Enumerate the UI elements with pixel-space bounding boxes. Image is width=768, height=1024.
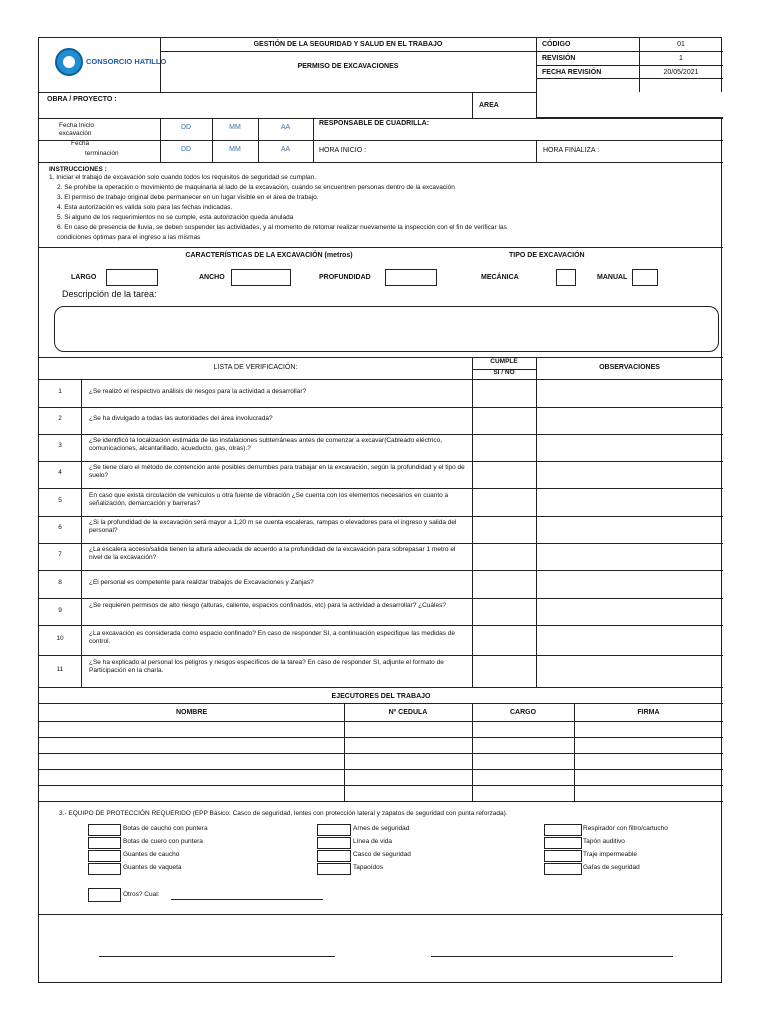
firma-header: FIRMA xyxy=(637,709,660,716)
ppe-item: Respirador con filtro/cartucho xyxy=(583,825,668,832)
checklist-question: ¿El personal es competente para realizar trabajos de Excavaciones y Zanjas? xyxy=(89,579,314,586)
ppe-checkbox[interactable] xyxy=(88,863,121,875)
codigo-value: 01 xyxy=(677,41,685,48)
responsable-label: RESPONSABLE DE CUADRILLA: xyxy=(319,120,430,127)
otros-label: Otros? Cual: xyxy=(123,891,160,898)
checklist-question: ¿Se tiene claro el método de contención ante posibles derrumbes para trabajar en la excavación, según la profundidad y el tipo de suelo? xyxy=(89,464,465,480)
checklist-question: ¿Se realizó el respectivo análisis de riesgos para la actividad a desarrollar? xyxy=(89,388,307,395)
fecha-inicio-aa[interactable]: AA xyxy=(280,124,291,131)
ppe-item: Guantes de caucho xyxy=(123,851,180,858)
checklist-num: 6 xyxy=(58,524,62,531)
ppe-item: Línea de vida xyxy=(353,838,393,845)
ppe-checkbox[interactable] xyxy=(544,837,582,849)
ppe-checkbox[interactable] xyxy=(317,824,351,836)
signature-line-right[interactable] xyxy=(431,956,673,957)
revision-label: REVISIÓN xyxy=(542,55,576,62)
mecanica-label: MECÁNICA xyxy=(481,274,519,281)
fecha-term-mm[interactable]: MM xyxy=(229,146,241,153)
largo-input[interactable] xyxy=(106,269,158,286)
ppe-checkbox[interactable] xyxy=(544,863,582,875)
checklist-num: 1 xyxy=(58,388,62,395)
permit-form xyxy=(38,37,722,983)
instruction-line: 2. Se prohíbe la operación o movimiento de maquinaria al lado de la excavación, cuando se encuentren personas dentro de la excavación xyxy=(57,184,455,191)
largo-label: LARGO xyxy=(71,274,97,281)
checklist-num: 5 xyxy=(58,497,62,504)
cargo-header: CARGO xyxy=(509,709,537,716)
checklist-num: 9 xyxy=(58,607,62,614)
obra-label: OBRA / PROYECTO : xyxy=(47,96,117,103)
codigo-label: CÓDIGO xyxy=(542,41,571,48)
checklist-question: ¿Si la profundidad de la excavación será mayor a 1,20 m se cuenta escaleras, rampas o elevadores para el ingreso y salida del personal? xyxy=(89,519,457,535)
header-title-top: GESTIÓN DE LA SEGURIDAD Y SALUD EN EL TRABAJO xyxy=(253,41,443,48)
ppe-item: Tapaoídos xyxy=(353,864,383,871)
checklist-num: 8 xyxy=(58,579,62,586)
area-label: AREA xyxy=(479,102,499,109)
company-name: CONSORCIO HATILLO xyxy=(86,57,167,66)
fecha-term-label-2: terminación xyxy=(85,150,119,157)
checklist-num: 7 xyxy=(58,551,62,558)
ancho-label: ANCHO xyxy=(199,274,225,281)
ppe-item: Tapón auditivo xyxy=(583,838,625,845)
instruction-line: 5. Si alguno de los requerimientos no se cumple, esta autorización queda anulada xyxy=(57,214,294,221)
instruction-line: 1. Iniciar el trabajo de excavación solo cuando todos los requisitos de seguridad se cumplan. xyxy=(49,174,317,181)
ppe-title: 3.- EQUIPO DE PROTECCIÓN REQUERIDO (EPP Básico: Casco de seguridad, lentes con protección lateral y zapatos de seguridad con punta reforzada). xyxy=(59,810,508,817)
ppe-checkbox[interactable] xyxy=(88,824,121,836)
area-field[interactable] xyxy=(536,92,723,118)
descripcion-label: Descripción de la tarea: xyxy=(62,289,157,299)
fecha-inicio-mm[interactable]: MM xyxy=(229,124,241,131)
ppe-item: Guantes de vaqueta xyxy=(123,864,182,871)
instruction-line: condiciones óptimas para el ingreso a las mismas xyxy=(57,234,201,241)
profundidad-input[interactable] xyxy=(385,269,437,286)
ppe-item: Botas de cuero con puntera xyxy=(123,838,203,845)
fecha-term-aa[interactable]: AA xyxy=(280,146,291,153)
ppe-checkbox[interactable] xyxy=(544,824,582,836)
cedula-header: Nº CEDULA xyxy=(388,709,428,716)
nombre-header: NOMBRE xyxy=(175,709,208,716)
checklist-question: ¿Se ha divulgado a todas las autoridades del área involucrada? xyxy=(89,415,273,422)
executors-title: EJECUTORES DEL TRABAJO xyxy=(331,693,431,700)
instructions-title: INSTRUCCIONES : xyxy=(49,166,107,173)
ppe-checkbox[interactable] xyxy=(317,863,351,875)
otros-field[interactable] xyxy=(171,899,323,900)
ppe-checkbox[interactable] xyxy=(88,850,121,862)
logo-icon xyxy=(55,48,83,76)
signature-line-left[interactable] xyxy=(99,956,335,957)
tipo-excavacion-title: TIPO DE EXCAVACIÓN xyxy=(509,252,585,259)
fecha-revision-value: 20/05/2021 xyxy=(663,69,699,76)
checklist-question: En caso que exista circulación de vehículos u otra fuente de vibración ¿Se cuenta con los elementos necesarios en cuanto a señalización, demarcación y barreras? xyxy=(89,492,449,508)
ppe-item: Botas de caucho con puntera xyxy=(123,825,208,832)
checklist-header: LISTA DE VERIFICACIÓN: xyxy=(213,364,298,371)
ancho-input[interactable] xyxy=(231,269,291,286)
hora-finaliza-label: HORA FINALIZA : xyxy=(543,147,600,154)
fecha-term-label: Fecha xyxy=(71,140,90,147)
instruction-line: 6. En caso de presencia de lluvia, se deben suspender las actividades, y al momento de retomar realizar nuevamente la inspección con el fin de verificar las xyxy=(57,224,507,231)
ppe-checkbox[interactable] xyxy=(317,837,351,849)
ppe-checkbox[interactable] xyxy=(317,850,351,862)
profundidad-label: PROFUNDIDAD xyxy=(319,274,371,281)
fecha-term-dd[interactable]: DD xyxy=(180,146,192,153)
mecanica-checkbox[interactable] xyxy=(556,269,576,286)
checklist-question: ¿Se ha explicado al personal los peligros y riesgos específicos de la tarea? En caso de responder SI, adjunte el formato de Participación en la charla. xyxy=(89,659,444,675)
fecha-inicio-label: Fecha Inicio xyxy=(59,122,95,129)
ppe-item: Arnes de seguridad xyxy=(353,825,410,832)
checklist-num: 2 xyxy=(58,415,62,422)
revision-value: 1 xyxy=(679,55,683,62)
observaciones-header: OBSERVACIONES xyxy=(599,364,660,371)
checklist-question: ¿Se requieren permisos de alto riesgo (alturas, caliente, espacios confinados, etc) para la actividad a desarrollar? ¿Cuáles? xyxy=(89,602,446,609)
ppe-item: Gafas de seguridad xyxy=(583,864,640,871)
otros-checkbox[interactable] xyxy=(88,888,121,902)
instruction-line: 4. Esta autorización es valida solo para las fechas indicadas. xyxy=(57,204,233,211)
checklist-question: ¿La excavación es considerada como espacio confinado? En caso de responder SI, a continuación especifique las medidas de control. xyxy=(89,630,456,646)
fecha-inicio-label-2: excavación xyxy=(59,130,92,137)
checklist-num: 10 xyxy=(56,635,64,642)
manual-checkbox[interactable] xyxy=(632,269,658,286)
instruction-line: 3. El permiso de trabajo original debe permanecer en un lugar visible en el área de trabajo. xyxy=(57,194,319,201)
ppe-item: Casco de seguridad xyxy=(353,851,411,858)
hora-inicio-label: HORA INICIO : xyxy=(319,147,367,154)
manual-label: MANUAL xyxy=(597,274,628,281)
fecha-revision-label: FECHA REVISIÓN xyxy=(542,69,602,76)
ppe-checkbox[interactable] xyxy=(88,837,121,849)
checklist-num: 4 xyxy=(58,469,62,476)
checklist-num: 3 xyxy=(58,442,62,449)
descripcion-textarea[interactable] xyxy=(54,306,719,352)
fecha-inicio-dd[interactable]: DD xyxy=(180,124,192,131)
ppe-checkbox[interactable] xyxy=(544,850,582,862)
checklist-question: ¿Se identificó la localización estimada de las instalaciones subterráneas antes de comenzar a excavar(Cableado eléctrico, comunicaciones, alcantarillado, acueducto, gas, otras).? xyxy=(89,437,442,453)
ppe-item: Traje impermeable xyxy=(583,851,637,858)
sino-header: SI / NO xyxy=(493,369,515,376)
checklist-question: ¿La escalera acceso/salida tienen la altura adecuada de acuerdo a la profundidad de la excavación para sobrepasar 1 metro el nivel de la excavación? xyxy=(89,546,456,562)
checklist-num: 11 xyxy=(56,666,64,673)
page-title: PERMISO DE EXCAVACIONES xyxy=(297,63,399,70)
cumple-header: CUMPLE xyxy=(490,358,518,365)
characteristics-title: CARACTERÍSTICAS DE LA EXCAVACIÓN (metros) xyxy=(185,252,353,259)
